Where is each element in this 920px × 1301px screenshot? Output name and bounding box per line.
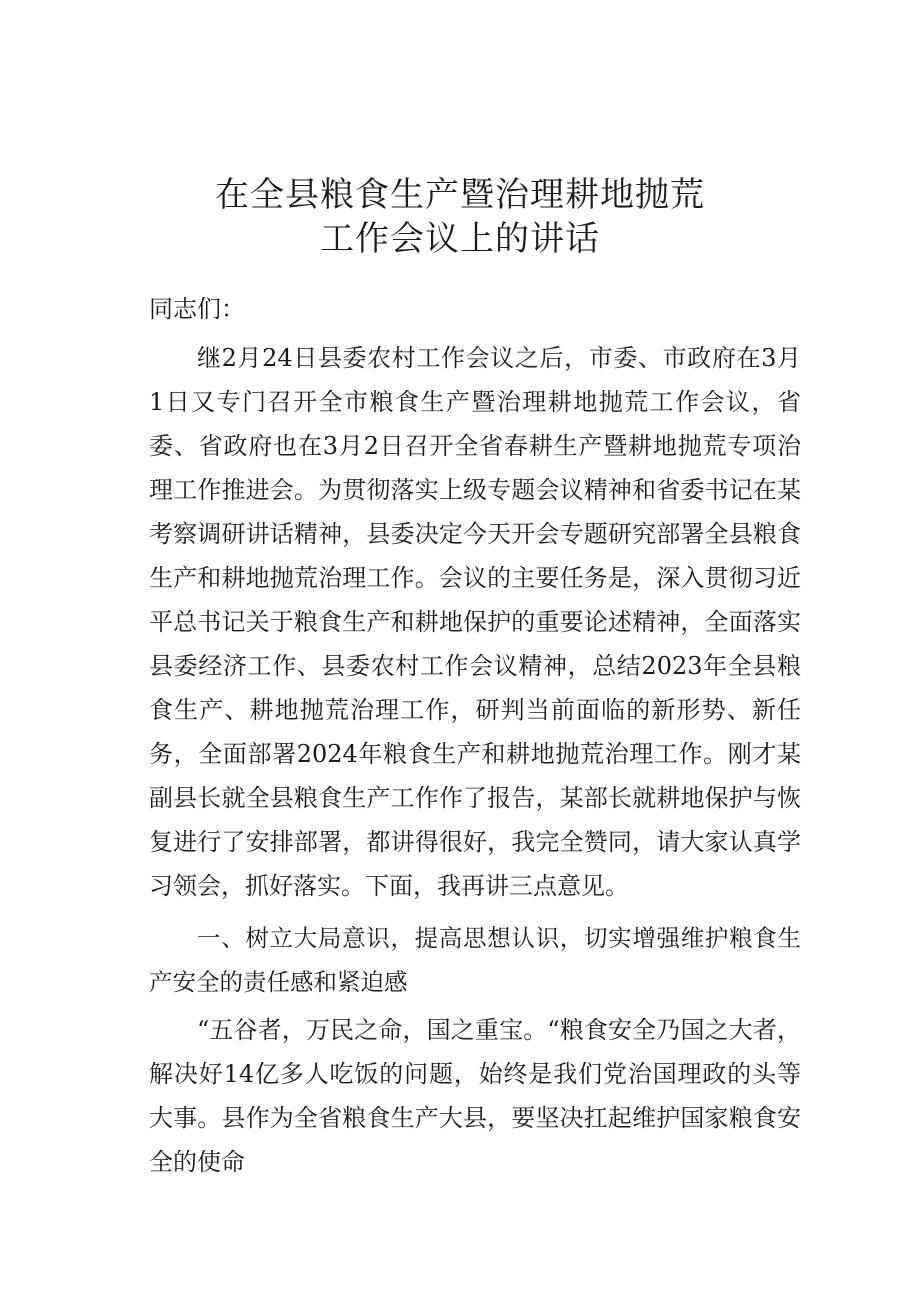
- paragraph-intro: 继2月24日县委农村工作会议之后，市委、市政府在3月1日又专门召开全市粮食生产暨治理耕地抛荒工作会议，省委、省政府也在3月2日召开全省春耕生产暨耕地抛荒专项治理工作推进会。为贯彻落实上级专题会议精神和省委书记在某考察调研讲话精神，县委决定今天开会专题研究部署全县粮食生产和耕地抛荒治理工作。会议的主要任务是，深入贯彻习近平总书记关于粮食生产和耕地保护的重要论述精神，全面落实县委经济工作、县委农村工作会议精神，总结2023年全县粮食生产、耕地抛荒治理工作，研判当前面临的新形势、新任务，全面部署2024年粮食生产和耕地抛荒治理工作。刚才某副县长就全县粮食生产工作作了报告，某部长就耕地保护与恢复进行了安排部署，都讲得很好，我完全赞同，请大家认真学习领会，抓好落实。下面，我再讲三点意见。: [149, 344, 801, 900]
- section-heading-1: 一、树立大局意识，提高思想认识，切实增强维护粮食生产安全的责任感和紧迫感: [149, 924, 801, 996]
- salutation: 同志们：: [149, 295, 245, 323]
- document-body: [149, 287, 801, 1184]
- title-line-1: 在全县粮食生产暨治理耕地抛荒: [215, 174, 705, 215]
- document-title: [0, 173, 920, 261]
- paragraph-section-1: “五谷者，万民之命，国之重宝。“粮食安全乃国之大者，解决好14亿多人吃饭的问题，始终是我们党治国理政的头等大事。县作为全省粮食生产大县，要坚决扛起维护国家粮食安全的使命: [149, 1016, 801, 1176]
- title-line-2: 工作会议上的讲话: [320, 218, 600, 259]
